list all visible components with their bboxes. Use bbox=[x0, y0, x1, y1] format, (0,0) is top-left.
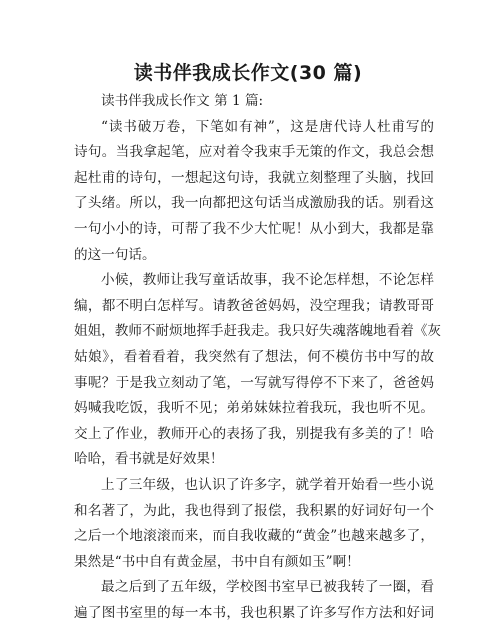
paragraph-line: 起杜甫的诗句，一想起这句诗，我就立刻整理了头脑，找回 bbox=[74, 169, 434, 186]
paragraph-line: 之后一个地滚滚而来，而自我收藏的“黄金”也越来越多了， bbox=[74, 528, 434, 545]
paragraph-1 bbox=[74, 115, 434, 269]
paragraph-line: 果然是“书中自有黄金屋，书中自有颜如玉”啊！ bbox=[74, 553, 360, 570]
paragraph-3 bbox=[74, 473, 434, 575]
paragraph-line: 的这一句话。 bbox=[74, 246, 156, 263]
paragraph-line: 事呢？于是我立刻动了笔，一写就写得停不下来了，爸爸妈 bbox=[74, 374, 434, 391]
paragraph-line: 姐姐，教师不耐烦地挥手赶我走。我只好失魂落魄地看着《灰 bbox=[74, 323, 442, 340]
paragraph-line: 诗句。当我拿起笔，应对着令我束手无策的作文，我总会想 bbox=[74, 144, 434, 161]
paragraph-line: 姑娘》，看着看着，我突然有了想法，何不模仿书中写的故 bbox=[74, 348, 434, 365]
paragraph-line: 了头绪。所以，我一向都把这句话当成激励我的话。别看这 bbox=[74, 195, 434, 212]
paragraph-line: 一句小小的诗，可帮了我不少大忙呢！从小到大，我都是靠 bbox=[74, 220, 434, 237]
paragraph-2 bbox=[74, 268, 442, 473]
paragraph-4 bbox=[74, 575, 434, 626]
paragraph-line: 妈喊我吃饭，我听不见；弟弟妹妹拉着我玩，我也听不见。 bbox=[74, 400, 434, 417]
paragraph-line: 交上了作业，教师开心的表扬了我，别提我有多美的了！哈 bbox=[74, 425, 434, 442]
paragraph-line: 小候，教师让我写童话故事，我不论怎样想，不论怎样 bbox=[101, 272, 434, 289]
paragraph-line: 最之后到了五年级，学校图书室早已被我转了一圈，看 bbox=[101, 579, 434, 596]
document-body bbox=[74, 89, 442, 626]
paragraph-line: 遍了图书室里的每一本书，我也积累了许多写作方法和好词 bbox=[74, 604, 434, 621]
paragraph-line: 上了三年级，也认识了许多字，就学着开始看一些小说 bbox=[101, 476, 434, 493]
document-title: 读书伴我成长作文(30 篇) bbox=[133, 62, 363, 84]
paragraph-line: “读书破万卷，下笔如有神”，这是唐代诗人杜甫写的 bbox=[101, 118, 434, 135]
article-subtitle: 读书伴我成长作文 第 1 篇: bbox=[101, 93, 264, 109]
paragraph-line: 和名著了，为此，我也得到了报偿，我积累的好词好句一个 bbox=[74, 502, 434, 519]
paragraph-line: 哈哈，看书就是好效果！ bbox=[74, 451, 224, 468]
paragraph-line: 编，都不明白怎样写。请教爸爸妈妈，没空理我；请教哥哥 bbox=[74, 297, 434, 314]
